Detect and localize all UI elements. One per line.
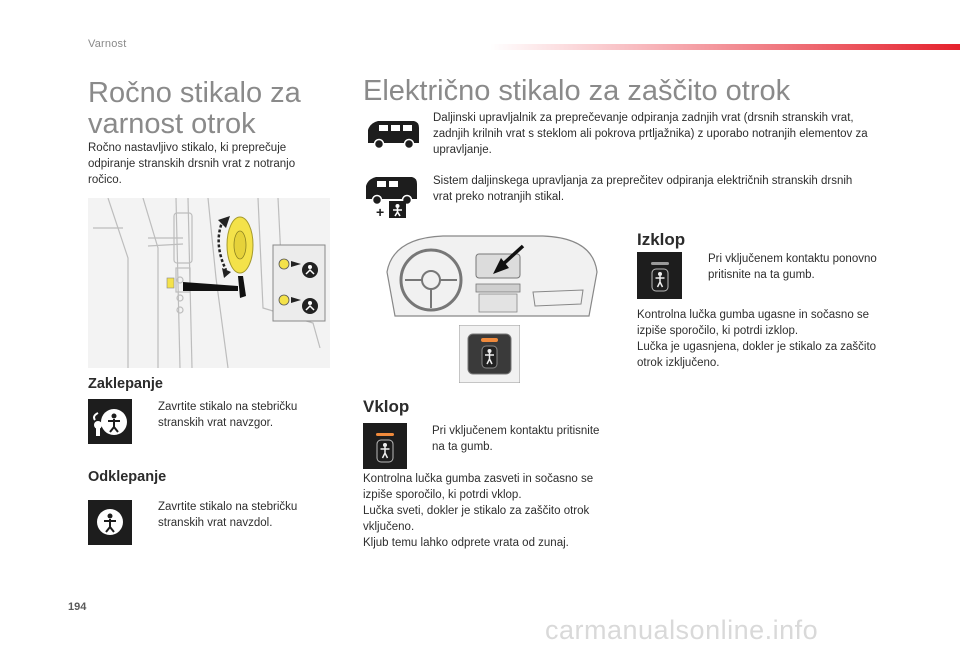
unlock-instruction (139, 499, 339, 531)
on-instruction-line-1: Pri vključenem kontaktu pritisnite (432, 425, 600, 437)
left-title (88, 78, 301, 140)
lock-instruction (139, 399, 339, 431)
off-description-line-3: Lučka je ugasnjena, dokler je stikalo za zaščito (637, 341, 877, 353)
van-icon (364, 116, 422, 150)
child-lock-on-button-icon (363, 423, 407, 469)
off-instruction-line-2: pritisnite na ta gumb. (708, 269, 815, 281)
lock-instruction-line-2: stranskih vrat navzgor. (158, 417, 274, 429)
feature-rear-doors-line-1: Daljinski upravljalnik za preprečevanje odpiranja zadnjih vrat (drsnih stranskih vrat, (433, 112, 854, 124)
child-lock-button-illustration (459, 325, 520, 383)
off-instruction-line-1: Pri vključenem kontaktu ponovno (708, 253, 877, 265)
lock-instruction-line-1: Zavrtite stikalo na stebričku (158, 401, 298, 413)
on-description-line-4: vključeno. (363, 521, 415, 533)
on-description-line-5: Kljub temu lahko odprete vrata od zunaj. (363, 537, 569, 549)
left-intro-line-3: ročico. (88, 174, 122, 186)
lock-heading: Zaklepanje (88, 376, 163, 392)
left-intro-line-2: odpiranje stranskih drsnih vrat z notranjo (88, 158, 296, 170)
left-title-line-1: Ročno stikalo za (88, 77, 301, 109)
off-description (637, 307, 917, 371)
unlock-instruction-line-1: Zavrtite stikalo na stebričku (158, 501, 298, 513)
feature-sliding-doors (433, 173, 903, 205)
on-instruction (413, 423, 613, 455)
on-heading: Vklop (363, 397, 410, 416)
off-instruction (689, 251, 899, 283)
dashboard-illustration (383, 232, 601, 320)
left-title-line-2: varnost otrok (88, 108, 256, 140)
header-accent-bar (490, 44, 960, 50)
feature-rear-doors-line-3: upravljanje. (433, 144, 492, 156)
off-description-line-1: Kontrolna lučka gumba ugasne in sočasno se (637, 309, 870, 321)
watermark: carmanualsonline.info (545, 615, 819, 645)
on-description (363, 471, 623, 551)
left-intro (88, 140, 328, 188)
unlock-instruction-line-2: stranskih vrat navzdol. (158, 517, 273, 529)
feature-sliding-doors-line-1: Sistem daljinskega upravljanja za preprečitev odpiranja električnih stranskih drsnih (433, 175, 853, 187)
child-unlock-icon (88, 500, 132, 545)
on-description-line-1: Kontrolna lučka gumba zasveti in sočasno se (363, 473, 594, 485)
off-description-line-2: izpiše sporočilo, ki potrdi izklop. (637, 325, 799, 337)
feature-rear-doors-line-2: zadnjih krilnih vrat s steklom ali pokrova prtljažnika) z uporabo notranjih elementov za (433, 128, 868, 140)
left-intro-line-1: Ročno nastavljivo stikalo, ki preprečuje (88, 142, 287, 154)
door-pillar-illustration (88, 198, 330, 368)
section-label: Varnost (88, 38, 127, 50)
right-title: Električno stikalo za zaščito otrok (363, 75, 791, 107)
unlock-heading: Odklepanje (88, 469, 167, 485)
off-description-line-4: otrok izključeno. (637, 357, 720, 369)
feature-sliding-doors-line-2: vrat preko notranjih stikal. (433, 191, 565, 203)
on-instruction-line-2: na ta gumb. (432, 441, 493, 453)
child-lock-button-icon (389, 201, 406, 218)
on-description-line-3: Lučka sveti, dokler je stikalo za zaščito otrok (363, 505, 590, 517)
feature-rear-doors (433, 110, 903, 158)
on-description-line-2: izpiše sporočilo, ki potrdi vklop. (363, 489, 522, 501)
child-lock-icon (88, 399, 132, 444)
plus-sign: + (376, 204, 385, 220)
off-heading: Izklop (637, 230, 686, 249)
page-number: 194 (68, 601, 87, 613)
child-lock-off-button-icon (637, 252, 682, 299)
